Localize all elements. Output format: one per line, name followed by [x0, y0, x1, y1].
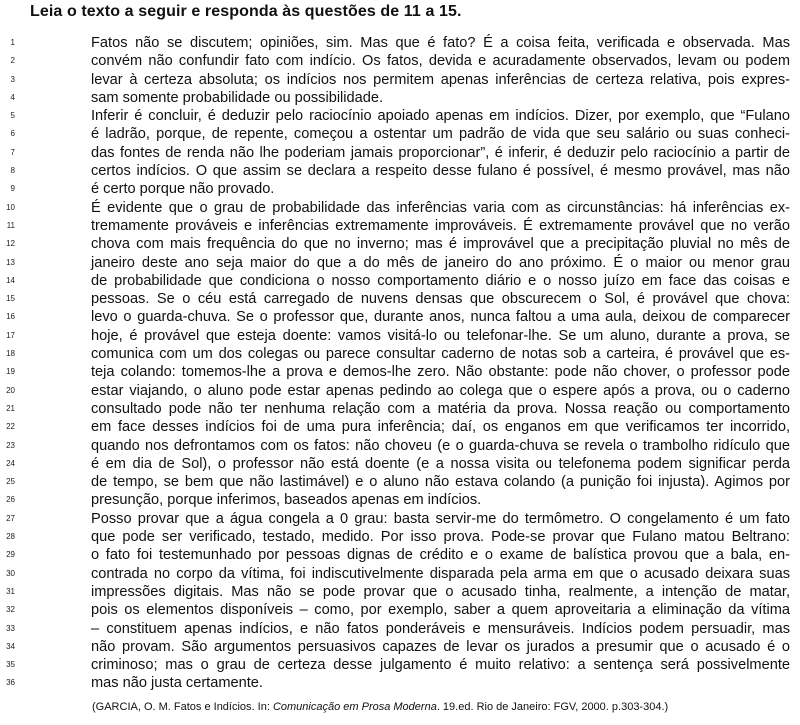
- line-number: 32: [6, 605, 15, 615]
- line-text: levo o guarda-chuva. Se o professor que, durante anos, nunca faltou a uma aula, deixou de comparecer: [91, 309, 790, 326]
- line-number: 26: [6, 495, 15, 505]
- text-line: [0, 34, 800, 52]
- text-line: [0, 437, 800, 455]
- line-number: 9: [10, 184, 15, 194]
- text-line: [0, 620, 800, 638]
- line-text: tremamente prováveis e inferências extremamente improváveis. É extremamente provável que no verão: [91, 217, 790, 234]
- text-line: [0, 382, 800, 400]
- text-line: [0, 601, 800, 619]
- line-number: 21: [6, 403, 15, 413]
- text-line: [0, 71, 800, 89]
- text-line: [0, 327, 800, 345]
- text-line: [0, 52, 800, 70]
- line-number: 30: [6, 568, 15, 578]
- line-number: 4: [10, 92, 15, 102]
- instruction-heading: Leia o texto a seguir e responda às questões de 11 a 15.: [30, 3, 462, 20]
- line-text: sam somente probabilidade ou possibilidade.: [91, 89, 384, 106]
- line-number: 28: [6, 532, 15, 542]
- line-text: mas não justa certamente.: [91, 675, 263, 692]
- line-number: 20: [6, 385, 15, 395]
- line-number: 6: [10, 129, 15, 139]
- text-line: [0, 180, 800, 198]
- line-text: pessoas. Se o céu está carregado de nuvens densas que obscurecem o Sol, é provável que chova:: [91, 291, 790, 308]
- line-text: é em dia de Sol), o professor não está doente (e a nossa visita ou telefonema podem significar perda: [91, 455, 790, 472]
- line-number: 14: [6, 275, 15, 285]
- line-text: que pode ser verificado, testado, medido. Por isso prova. Pode-se provar que Fulano matou Beltrano:: [91, 529, 790, 546]
- text-line: [0, 345, 800, 363]
- text-line: [0, 455, 800, 473]
- text-line: [0, 162, 800, 180]
- line-number: 11: [6, 220, 15, 230]
- text-line: [0, 583, 800, 601]
- text-line: [0, 199, 800, 217]
- line-text: estar viajando, o aluno pode estar apenas pedindo ao colega que o espere após a prova, ou o caderno: [91, 382, 790, 399]
- citation-author: (GARCIA, O. M. Fatos e Indícios. In:: [92, 701, 273, 713]
- line-text: levar à certeza absoluta; os indícios nos permitem apenas inferências de certeza relativa, pois expres-: [91, 71, 790, 88]
- line-text: não provam. São argumentos persuasivos capazes de levar os jurados a presumir que o acusado é o: [91, 638, 790, 655]
- line-number: 15: [6, 294, 15, 304]
- line-text: Fatos não se discutem; opiniões, sim. Mas que é fato? É a coisa feita, verificada e observada. Mas: [91, 35, 790, 51]
- line-number: 19: [6, 367, 15, 377]
- line-number: 23: [6, 440, 15, 450]
- line-number: 36: [6, 678, 15, 688]
- line-number: 24: [6, 458, 15, 468]
- line-number: 29: [6, 550, 15, 560]
- line-text: quando nos defrontamos com os fatos: não choveu (e o guarda-chuva se revela o trambolho ridículo que: [91, 437, 790, 454]
- text-line: [0, 254, 800, 272]
- text-line: [0, 363, 800, 381]
- line-number: 3: [10, 74, 15, 84]
- citation-details: . 19.ed. Rio de Janeiro: FGV, 2000. p.303-304.): [436, 701, 669, 713]
- line-number: 25: [6, 477, 15, 487]
- line-number: 22: [6, 422, 15, 432]
- line-number: 12: [6, 239, 15, 249]
- text-line: [0, 510, 800, 528]
- source-citation: [92, 701, 668, 713]
- line-text: presunção, porque inferimos, baseados apenas em indícios.: [91, 492, 482, 509]
- line-text: contrada no corpo da vítima, foi indiscutivelmente disparada pela arma em que o acusado deixara suas: [91, 565, 790, 582]
- citation-work-title: Comunicação em Prosa Moderna: [272, 701, 437, 713]
- line-number: 18: [6, 349, 15, 359]
- line-number: 16: [6, 312, 15, 322]
- line-text: é ladrão, porque, de repente, começou a ostentar um padrão de vida que seu salário ou suas conheci-: [91, 126, 790, 143]
- line-number: 31: [6, 586, 15, 596]
- text-line: [0, 290, 800, 308]
- line-text: – constituem apenas indícios, e não fatos ponderáveis e mensuráveis. Indícios podem persuadir, mas: [91, 620, 790, 637]
- line-number: 35: [6, 660, 15, 670]
- line-number: 1: [10, 38, 15, 47]
- text-line: [0, 400, 800, 418]
- line-number: 8: [10, 166, 15, 176]
- line-text: consultado pode não ter nenhuma relação com a matéria da prova. Nossa reação ou comportamento: [91, 400, 790, 417]
- line-text: teja colando: tomemos-lhe a prova e demos-lhe zero. Não obstante: pode não chover, o professor pode: [91, 364, 790, 381]
- line-number: 10: [6, 202, 15, 212]
- text-line: [0, 125, 800, 143]
- text-body: [0, 34, 800, 693]
- line-text: convém não confundir fato com indício. Os fatos, devida e acuradamente observados, levam ou podem: [91, 53, 790, 70]
- line-number: 17: [6, 330, 15, 340]
- text-line: [0, 107, 800, 125]
- text-line: [0, 638, 800, 656]
- line-text: Inferir é concluir, é deduzir pelo raciocínio apoiado apenas em indícios. Dizer, por exemplo, que “Fulano: [91, 108, 790, 125]
- line-text: de probabilidade que condiciona o nosso comportamento diário e o nosso juízo em face das coisas e: [91, 272, 790, 289]
- text-line: [0, 656, 800, 674]
- line-text: hoje, é provável que esteja doente: vamos visitá-lo ou telefonar-lhe. Se um aluno, durante a prova, se: [91, 327, 790, 344]
- line-number: 7: [10, 147, 15, 157]
- text-line: [0, 528, 800, 546]
- line-text: é certo porque não provado.: [91, 181, 275, 198]
- line-text: certos indícios. O que assim se declara a respeito desse fulano é possível, é mesmo provável, mas não: [91, 163, 790, 180]
- text-line: [0, 144, 800, 162]
- text-line: [0, 418, 800, 436]
- line-text: comunica com um dos colegas ou parece consultar caderno de notas sob a carteira, é provável que es-: [91, 346, 790, 363]
- text-line: [0, 491, 800, 509]
- line-text: das fontes de renda não lhe poderiam jamais proporcionar”, é inferir, é deduzir pelo raciocínio a partir de: [91, 144, 790, 161]
- line-number: 13: [6, 257, 15, 267]
- line-text: impressões digitais. Mas não se pode provar que o acusado tinha, realmente, a intenção de matar,: [91, 583, 790, 600]
- line-number: 27: [6, 513, 15, 523]
- text-line: [0, 674, 800, 692]
- text-line: [0, 217, 800, 235]
- line-text: o fato foi testemunhado por pessoas dignas de crédito e o exame de balística provou que a bala, en-: [91, 547, 790, 564]
- text-line: [0, 546, 800, 564]
- line-text: janeiro deste ano seja maior do que a do mês de janeiro do ano próximo. É o maior ou menor grau: [91, 254, 790, 271]
- text-line: [0, 272, 800, 290]
- text-line: [0, 565, 800, 583]
- line-text: criminoso; mas o grau de certeza desse julgamento é muito relativo: a sentença será possivelmente: [91, 657, 790, 674]
- line-text: pois os elementos disponíveis – como, por exemplo, saber a quem aproveitaria a eliminação da vítima: [91, 602, 790, 619]
- line-text: chova com mais frequência do que no inverno; mas é improvável que a precipitação pluvial no mês de: [91, 236, 790, 253]
- line-number: 2: [10, 56, 15, 66]
- line-text: É evidente que o grau de probabilidade das inferências varia com as circunstâncias: há inferências ex-: [91, 199, 790, 216]
- text-line: [0, 235, 800, 253]
- line-text: de tempo, se bem que não lastimável) e o aluno não estava colando (a punição foi injusta). Agimos por: [91, 474, 790, 491]
- line-number: 33: [6, 623, 15, 633]
- line-number: 34: [6, 641, 15, 651]
- text-line: [0, 308, 800, 326]
- text-line: [0, 473, 800, 491]
- line-text: em face desses indícios foi de uma pura inferência; daí, os enganos em que verificamos ter incorrido,: [91, 419, 790, 436]
- line-text: Posso provar que a água congela a 0 grau: basta servir-me do termômetro. O congelamento é um fato: [91, 510, 790, 527]
- text-line: [0, 89, 800, 107]
- line-number: 5: [10, 111, 15, 121]
